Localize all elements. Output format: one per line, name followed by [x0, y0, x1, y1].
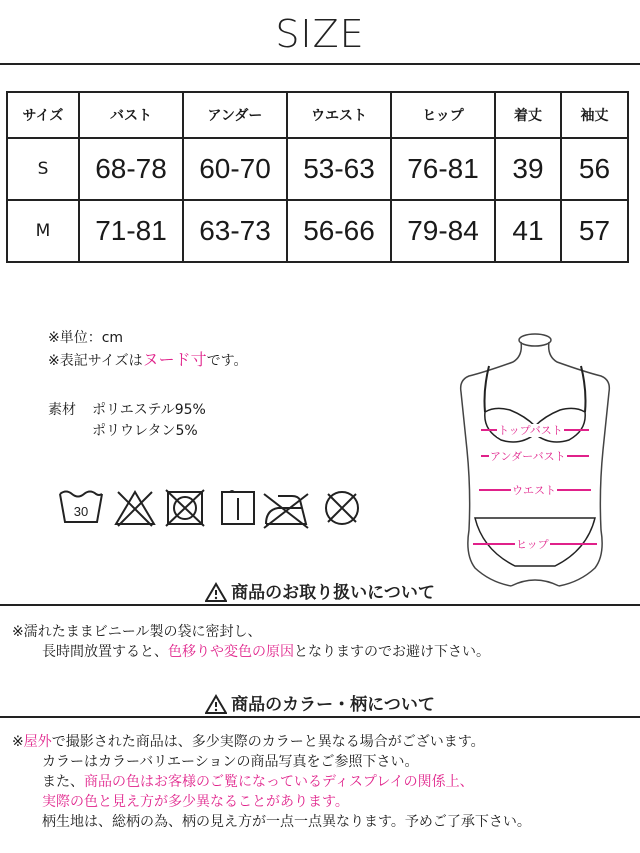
cell-length: 41 — [495, 200, 561, 262]
cell-bust: 68-78 — [79, 138, 183, 200]
color-notice-text — [12, 732, 531, 832]
size-table-header-row — [7, 92, 628, 138]
header-sleeve: 袖丈 — [561, 92, 628, 138]
table-row — [7, 138, 628, 200]
header-under: アンダー — [183, 92, 287, 138]
nude-size-note — [48, 349, 248, 372]
color-line-4: 実際の色と見え方が多少異なることがあります。 — [42, 794, 349, 810]
handling-text — [12, 622, 490, 662]
cell-under: 63-73 — [183, 200, 287, 262]
table-row — [7, 200, 628, 262]
color-notice-divider — [0, 716, 640, 718]
handling-line-2-highlight: 色移りや変色の原因 — [168, 644, 294, 660]
line-dry-icon — [222, 491, 254, 524]
handling-line-2 — [12, 642, 490, 662]
no-bleach-icon — [116, 492, 154, 526]
handling-heading-text: 商品のお取り扱いについて — [231, 583, 435, 603]
waist-label: ウエスト — [512, 484, 556, 497]
header-bust: バスト — [79, 92, 183, 138]
handling-heading — [0, 578, 640, 603]
color-line-1 — [12, 732, 531, 752]
wash-temp-text: 30 — [73, 504, 89, 519]
nude-note-suffix: です。 — [206, 353, 248, 369]
no-iron-icon — [264, 494, 308, 528]
under-bust-label: アンダーバスト — [490, 450, 566, 463]
color-line-1-suffix: で撮影された商品は、多少実際のカラーと異なる場合がございます。 — [51, 734, 485, 750]
nude-note-prefix: ※表記サイズは — [48, 353, 143, 369]
color-line-3-prefix: また、 — [42, 774, 84, 790]
header-waist: ウエスト — [287, 92, 391, 138]
material-info — [48, 400, 206, 442]
color-line-3-highlight: 商品の色はお客様のご覧になっているディスプレイの関係上、 — [84, 774, 474, 790]
handling-line-1: ※濡れたままビニール製の袋に密封し、 — [12, 624, 262, 640]
cell-under: 60-70 — [183, 138, 287, 200]
color-notice-heading — [0, 690, 640, 715]
cell-waist: 53-63 — [287, 138, 391, 200]
color-line-1-highlight: 屋外 — [23, 734, 52, 750]
nude-note-highlight: ヌード寸 — [142, 350, 207, 369]
header-length: 着丈 — [495, 92, 561, 138]
cell-hip: 76-81 — [391, 138, 495, 200]
hip-label: ヒップ — [516, 538, 549, 551]
header-hip: ヒップ — [391, 92, 495, 138]
cell-hip: 79-84 — [391, 200, 495, 262]
torso-diagram — [455, 330, 615, 604]
cell-waist: 56-66 — [287, 200, 391, 262]
cell-length: 39 — [495, 138, 561, 200]
unit-note: ※単位：cm — [48, 330, 124, 346]
size-notes — [48, 328, 248, 372]
cell-sleeve: 56 — [561, 138, 628, 200]
handling-divider — [0, 604, 640, 606]
color-line-3 — [12, 772, 531, 792]
cell-sleeve: 57 — [561, 200, 628, 262]
row-label: M — [7, 200, 79, 262]
row-label: S — [7, 138, 79, 200]
color-line-2: カラーはカラーバリエーションの商品写真をご参照下さい。 — [42, 754, 419, 770]
handling-line-2-suffix: となりますのでお避け下さい。 — [294, 644, 490, 660]
warning-icon — [205, 694, 227, 714]
title-divider — [0, 63, 640, 65]
no-tumble-dry-icon — [166, 490, 204, 526]
no-dry-clean-icon — [326, 492, 358, 524]
color-notice-heading-text: 商品のカラー・柄について — [231, 695, 435, 715]
color-line-1-prefix: ※ — [12, 734, 24, 750]
material-line-1: ポリエステル95% — [92, 402, 206, 418]
top-bust-label: トップバスト — [498, 424, 563, 437]
material-label: 素材 — [48, 402, 76, 418]
material-line-2: ポリウレタン5% — [92, 423, 198, 439]
care-icons — [58, 486, 368, 534]
page-title: SIZE — [275, 12, 365, 56]
mannequin-icon — [455, 330, 615, 600]
cell-bust: 71-81 — [79, 200, 183, 262]
color-line-5: 柄生地は、総柄の為、柄の見え方が一点一点異なります。予めご了承下さい。 — [42, 814, 531, 830]
size-table — [6, 91, 629, 263]
handling-line-2-prefix: 長時間放置すると、 — [42, 644, 168, 660]
wash-30-icon — [60, 492, 102, 523]
header-size: サイズ — [7, 92, 79, 138]
warning-icon — [205, 582, 227, 602]
